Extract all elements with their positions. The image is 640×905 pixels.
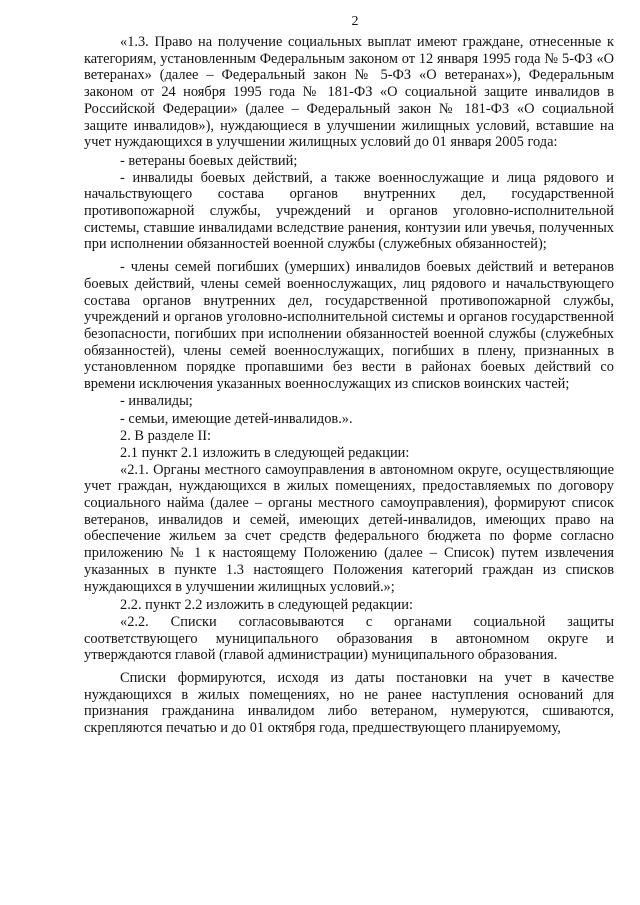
list-item-disabled: - инвалиды; [120, 392, 193, 409]
section-2-heading: 2. В разделе II: [120, 428, 212, 445]
item-2-1-heading: 2.1 пункт 2.1 изложить в следующей редакции: [120, 444, 410, 461]
paragraph-lists-formation: Списки формируются, исходя из даты постановки на учет в качестве нуждающихся в жилых помещениях, но не ранее наступления оснований для признания гражданина инвалидом либо ветераном, нумеруются, сшиваются, скрепляются печатью и до 01 октября года, предшествующего планируемому, [84, 670, 614, 737]
list-item-veterans: - ветераны боевых действий; [120, 152, 298, 169]
list-item-disabled-combat: - инвалиды боевых действий, а также военнослужащие и лица рядового и начальствующего состава органов внутренних дел, государственной противопожарной службы, учреждений и органов уголовно-исполнительной системы, ставшие инвалидами вследствие ранения, контузии или увечья, полученных при исполнении обязанностей военной службы (служебных обязанностей); [84, 169, 614, 253]
page-number: 2 [351, 14, 359, 29]
item-2-2-heading: 2.2. пункт 2.2 изложить в следующей редакции: [120, 597, 413, 614]
list-item-families-children: - семьи, имеющие детей-инвалидов.». [120, 411, 353, 428]
paragraph-2-2: «2.2. Списки согласовываются с органами социальной защиты соответствующего муниципального образования в автономном округе и утверждаются главой (главой администрации) муниципального образования. [84, 613, 614, 664]
paragraph-1-3: «1.3. Право на получение социальных выплат имеют граждане, отнесенные к категориям, установленным Федеральным законом от 12 января 1995 года № 5-ФЗ «О ветеранах» (далее – Федеральный закон № 5-ФЗ «О ветеранах»), Федеральным законом от 24 ноября 1995 года № 181-ФЗ «О социальной защите инвалидов в Российской Федерации» (далее – Федеральный закон № 181-ФЗ «О социальной защите инвалидов»), нуждающиеся в улучшении жилищных условий, вставшие на учет нуждающихся в улучшении жилищных условий до 01 января 2005 года: [84, 34, 614, 151]
paragraph-2-1: «2.1. Органы местного самоуправления в автономном округе, осуществляющие учет граждан, нуждающихся в жилых помещениях, предоставляемых по договору социального найма (далее – органы местного самоуправления), формируют список ветеранов, инвалидов и семей, имеющих детей-инвалидов, имеющих право на обеспечение жильем за счет средств федерального бюджета по форме согласно приложению № 1 к настоящему Положению (далее – Список) путем извлечения указанных в пункте 1.3 настоящего Положения категорий граждан из списков нуждающихся в улучшении жилищных условий.»; [84, 461, 614, 595]
list-item-family-members: - члены семей погибших (умерших) инвалидов боевых действий и ветеранов боевых действий, члены семей военнослужащих, лиц рядового и начальствующего состава органов внутренних дел, государственной противопожарной службы, учреждений и органов уголовно-исполнительной системы и органов государственной безопасности, погибших при исполнении обязанностей военной службы (служебных обязанностей), члены семей военнослужащих, погибших в плену, признанных в установленном порядке пропавшими без вести в районах боевых действий со времени исключения указанных военнослужащих из списков воинских частей; [84, 259, 614, 393]
